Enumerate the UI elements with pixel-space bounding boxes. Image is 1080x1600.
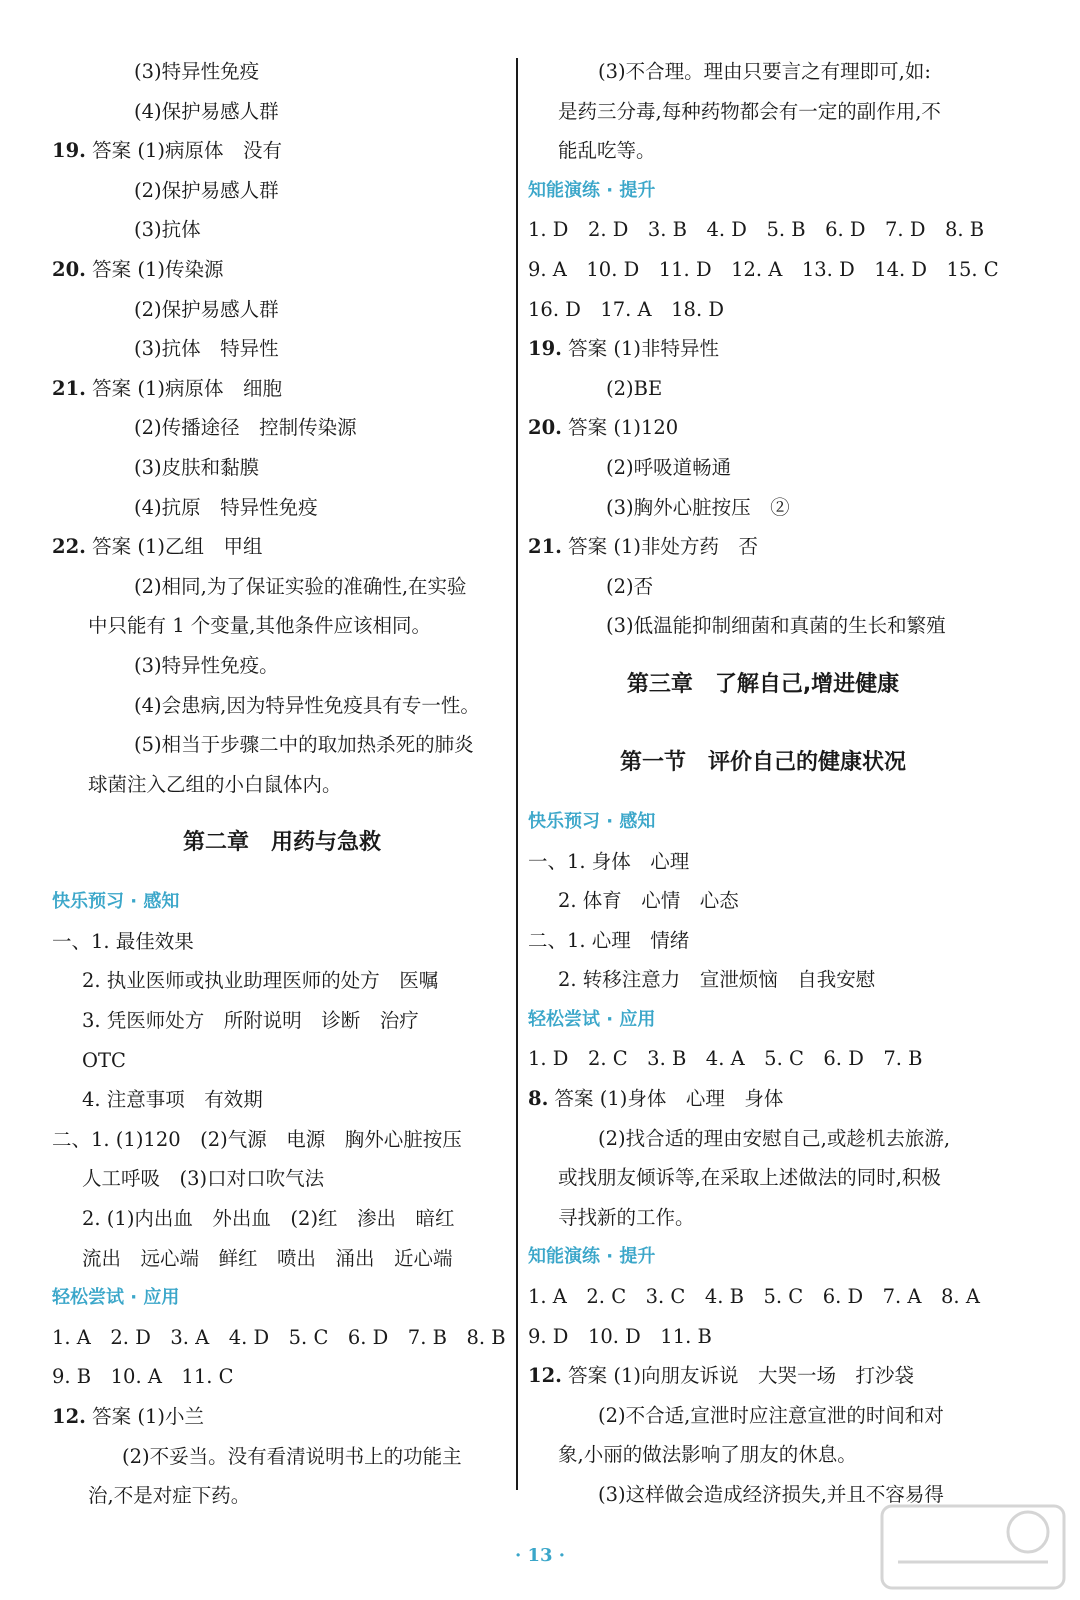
text-line: (2)保护易感人群 bbox=[134, 178, 279, 202]
text-line: (2)保护易感人群 bbox=[134, 297, 279, 321]
text-line: (3)抗体 特异性 bbox=[134, 337, 279, 361]
text-line: 1. D 2. D 3. B 4. D 5. B 6. D 7. D 8. B bbox=[528, 218, 985, 242]
answer-text: 答案 (1)非处方药 否 bbox=[561, 535, 758, 559]
answer-line bbox=[52, 250, 512, 290]
answer-line bbox=[528, 329, 998, 369]
column-divider bbox=[516, 58, 518, 1490]
text-line: (4)保护易感人群 bbox=[134, 99, 279, 123]
answer-line bbox=[528, 1356, 998, 1396]
text-line: 1. A 2. D 3. A 4. D 5. C 6. D 7. B 8. B bbox=[52, 1325, 506, 1349]
text-line: 二、1. 心理 情绪 bbox=[528, 928, 690, 952]
answer-line bbox=[52, 369, 512, 409]
question-number: 20. bbox=[52, 257, 86, 281]
answer-text: 答案 (1)病原体 细胞 bbox=[85, 376, 282, 400]
text-line: 2. 执业医师或执业助理医师的处方 医嘱 bbox=[82, 969, 439, 993]
section-heading: 快乐预习 · 感知 bbox=[52, 891, 180, 913]
text-line: (2)不妥当。没有看清说明书上的功能主 bbox=[122, 1444, 462, 1468]
text-line: (2)找合适的理由安慰自己,或趁机去旅游, bbox=[598, 1126, 951, 1150]
text-line: (4)会患病,因为特异性免疫具有专一性。 bbox=[134, 693, 480, 717]
question-number: 21. bbox=[528, 535, 562, 559]
text-line: 中只能有 1 个变量,其他条件应该相同。 bbox=[88, 614, 432, 638]
text-line: (2)呼吸道畅通 bbox=[606, 455, 732, 479]
answer-line bbox=[528, 527, 998, 567]
text-line: (2)相同,为了保证实验的准确性,在实验 bbox=[134, 574, 467, 598]
text-line: 2. 转移注意力 宣泄烦恼 自我安慰 bbox=[558, 968, 876, 992]
question-number: 12. bbox=[528, 1364, 562, 1388]
text-line: (2)不合适,宣泄时应注意宣泄的时间和对 bbox=[598, 1403, 944, 1427]
section-heading: 快乐预习 · 感知 bbox=[528, 810, 656, 832]
section-heading: 知能演练 · 提升 bbox=[528, 179, 656, 201]
answer-text: 答案 (1)向朋友诉说 大哭一场 打沙袋 bbox=[561, 1364, 914, 1388]
text-line: 9. A 10. D 11. D 12. A 13. D 14. D 15. C bbox=[528, 257, 999, 281]
text-line: 2. (1)内出血 外出血 (2)红 渗出 暗红 bbox=[82, 1207, 455, 1231]
answer-text: 答案 (1)非特异性 bbox=[561, 337, 719, 361]
left-column bbox=[52, 52, 512, 1516]
text-line: (2)BE bbox=[606, 376, 663, 400]
text-line: 一、1. 最佳效果 bbox=[52, 929, 194, 953]
text-line: (2)否 bbox=[606, 574, 654, 598]
text-line: (3)低温能抑制细菌和真菌的生长和繁殖 bbox=[606, 614, 946, 638]
answer-text: 答案 (1)乙组 甲组 bbox=[85, 535, 263, 559]
text-line: 象,小丽的做法影响了朋友的休息。 bbox=[558, 1443, 857, 1467]
question-number: 20. bbox=[528, 416, 562, 440]
text-line: 二、1. (1)120 (2)气源 电源 胸外心脏按压 bbox=[52, 1127, 462, 1151]
text-line: (4)抗原 特异性免疫 bbox=[134, 495, 318, 519]
chapter-title: 第一节 评价自己的健康状况 bbox=[619, 749, 906, 775]
question-number: 8. bbox=[528, 1087, 549, 1111]
right-column bbox=[528, 52, 998, 1515]
text-line: (3)皮肤和黏膜 bbox=[134, 455, 260, 479]
text-line: 能乱吃等。 bbox=[558, 139, 656, 163]
text-line: 是药三分毒,每种药物都会有一定的副作用,不 bbox=[558, 99, 941, 123]
section-heading: 轻松尝试 · 应用 bbox=[52, 1287, 180, 1309]
text-line: (3)胸外心脏按压 ② bbox=[606, 495, 790, 519]
answer-line bbox=[528, 1079, 998, 1119]
answer-text: 答案 (1)120 bbox=[561, 416, 679, 440]
text-line: 1. D 2. C 3. B 4. A 5. C 6. D 7. B bbox=[528, 1047, 923, 1071]
chapter-title: 第二章 用药与急救 bbox=[182, 830, 381, 856]
text-line: 或找朋友倾诉等,在采取上述做法的同时,积极 bbox=[558, 1166, 941, 1190]
section-heading: 轻松尝试 · 应用 bbox=[528, 1008, 656, 1030]
text-line: 人工呼吸 (3)口对口吹气法 bbox=[82, 1167, 325, 1191]
page-number: · 13 · bbox=[514, 1545, 566, 1566]
text-line: 球菌注入乙组的小白鼠体内。 bbox=[88, 772, 342, 796]
answer-text: 答案 (1)小兰 bbox=[85, 1405, 204, 1428]
text-line: (3)抗体 bbox=[134, 218, 201, 242]
text-line: (3)特异性免疫。 bbox=[134, 653, 279, 677]
text-line: (3)不合理。理由只要言之有理即可,如: bbox=[598, 60, 931, 83]
question-number: 19. bbox=[528, 337, 562, 361]
text-line: (2)传播途径 控制传染源 bbox=[134, 416, 357, 440]
answer-text: 答案 (1)身体 心理 身体 bbox=[548, 1087, 784, 1111]
question-number: 22. bbox=[52, 535, 86, 559]
text-line: 一、1. 身体 心理 bbox=[528, 849, 690, 873]
text-line: 3. 凭医师处方 所附说明 诊断 治疗 bbox=[82, 1009, 419, 1033]
question-number: 19. bbox=[52, 139, 86, 163]
answer-line bbox=[528, 408, 998, 448]
text-line: 流出 远心端 鲜红 喷出 涌出 近心端 bbox=[82, 1246, 453, 1270]
text-line: 2. 体育 心情 心态 bbox=[558, 889, 739, 913]
answer-text: 答案 (1)传染源 bbox=[85, 257, 224, 281]
text-line: 4. 注意事项 有效期 bbox=[82, 1088, 263, 1112]
section-heading: 知能演练 · 提升 bbox=[528, 1246, 656, 1268]
answer-line bbox=[52, 1397, 512, 1437]
answer-text: 答案 (1)病原体 没有 bbox=[85, 139, 282, 163]
text-line: OTC bbox=[82, 1048, 126, 1072]
answer-line bbox=[52, 527, 512, 567]
text-line: 9. D 10. D 11. B bbox=[528, 1324, 712, 1348]
text-line: 9. B 10. A 11. C bbox=[52, 1365, 234, 1389]
watermark-logo-icon bbox=[878, 1502, 1068, 1592]
answer-line bbox=[52, 131, 512, 171]
chapter-title: 第三章 了解自己,增进健康 bbox=[626, 671, 900, 697]
text-line: 治,不是对症下药。 bbox=[88, 1484, 251, 1508]
text-line: 1. A 2. C 3. C 4. B 5. C 6. D 7. A 8. A bbox=[528, 1285, 980, 1309]
question-number: 21. bbox=[52, 376, 86, 400]
text-line: 寻找新的工作。 bbox=[558, 1205, 695, 1229]
text-line: (3)特异性免疫 bbox=[134, 60, 260, 83]
text-line: (5)相当于步骤二中的取加热杀死的肺炎 bbox=[134, 733, 474, 757]
text-line: (3)这样做会造成经济损失,并且不容易得 bbox=[598, 1483, 944, 1506]
question-number: 12. bbox=[52, 1405, 86, 1428]
text-line: 16. D 17. A 18. D bbox=[528, 297, 724, 321]
